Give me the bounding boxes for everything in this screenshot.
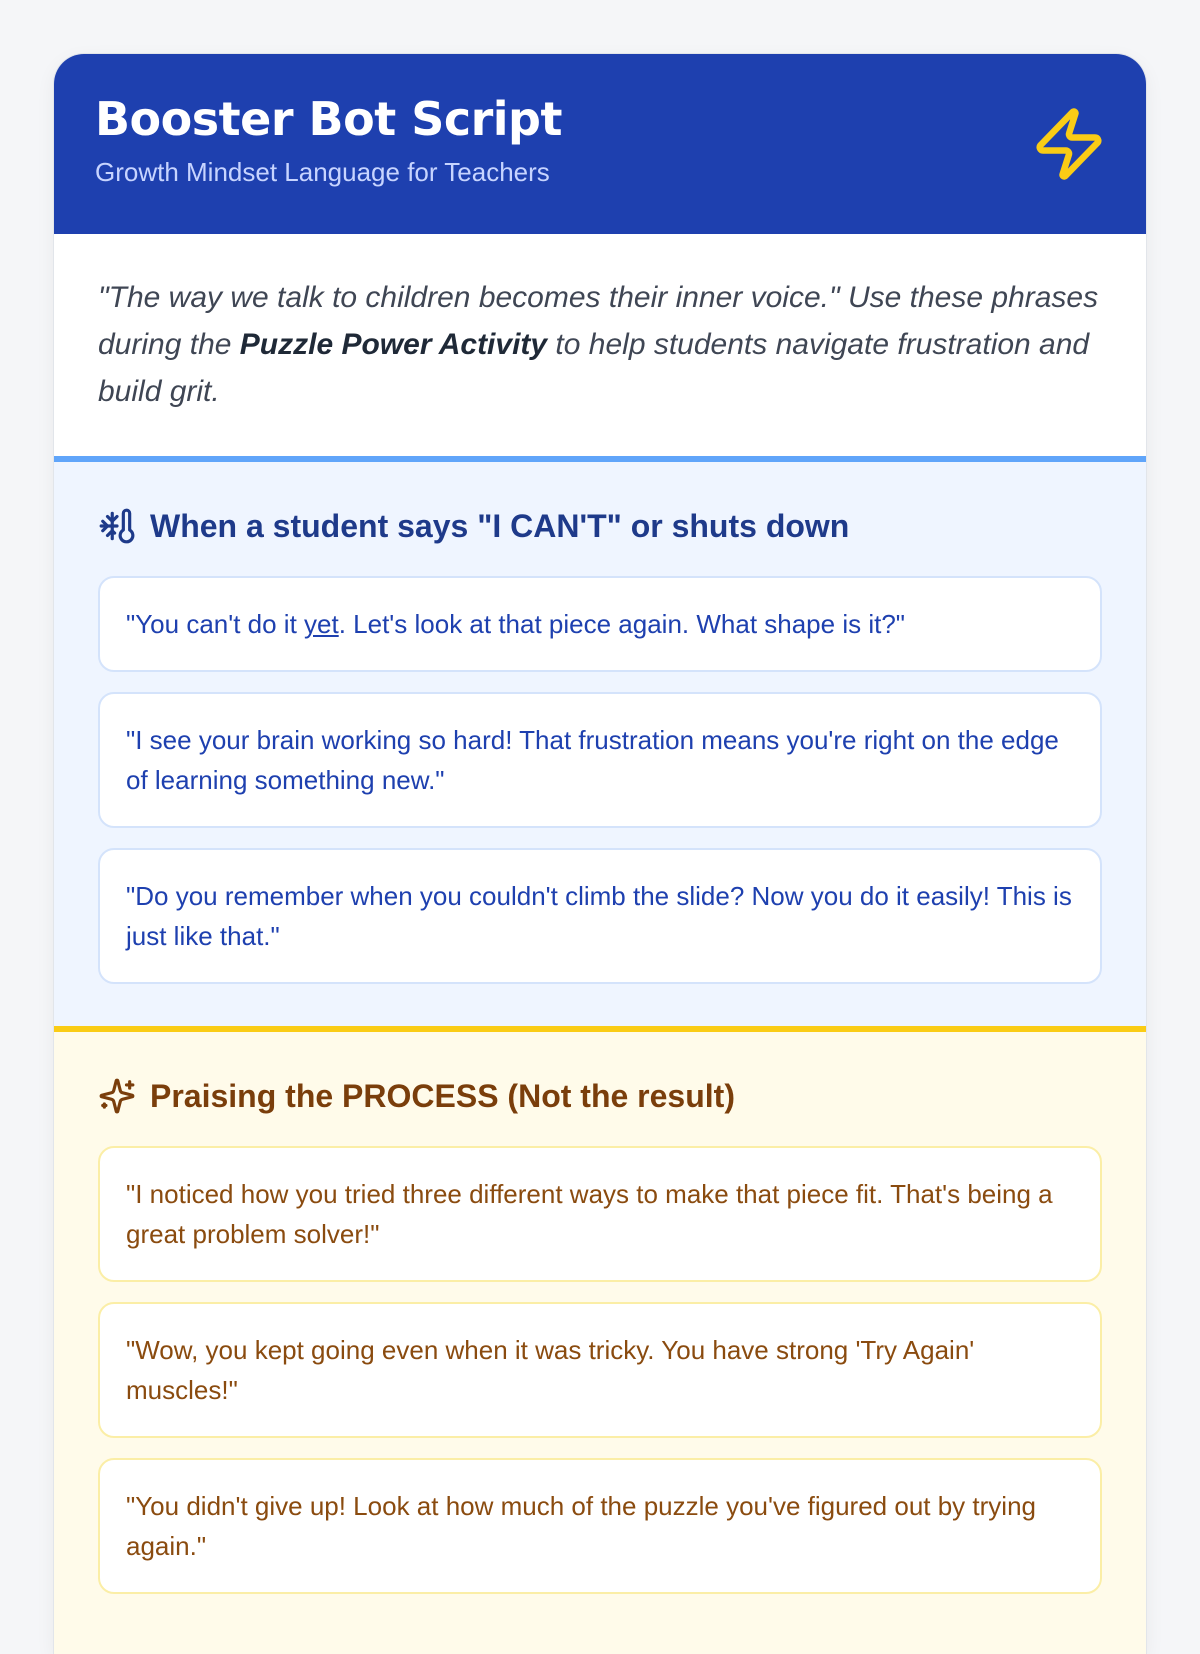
phrase-text: "I see your brain working so hard! That frustration means you're right on the edge of learning something new." bbox=[126, 725, 1059, 795]
lightning-bolt-icon bbox=[1030, 104, 1108, 184]
page-title: Booster Bot Script bbox=[95, 92, 562, 146]
section-header bbox=[98, 1078, 1102, 1114]
section-praise-process bbox=[54, 1026, 1146, 1654]
phrase-text bbox=[126, 604, 905, 644]
page-subtitle: Growth Mindset Language for Teachers bbox=[95, 157, 550, 187]
phrase-text-start: "You can't do it bbox=[126, 609, 305, 639]
phrase-text: "You didn't give up! Look at how much of the puzzle you've figured out by trying again." bbox=[126, 1491, 1036, 1561]
sparkles-icon bbox=[98, 1077, 136, 1115]
script-card bbox=[54, 54, 1146, 1654]
section-i-cant bbox=[54, 456, 1146, 1026]
phrase-text: "I noticed how you tried three different ways to make that piece fit. That's being a great problem solver!" bbox=[126, 1179, 1053, 1249]
section-title: When a student says "I CAN'T" or shuts down bbox=[150, 507, 850, 544]
thermometer-snowflake-icon bbox=[98, 507, 136, 545]
intro-paragraph bbox=[54, 234, 1146, 456]
phrase-card bbox=[98, 692, 1102, 828]
phrase-card bbox=[98, 1146, 1102, 1282]
section-header bbox=[98, 508, 1102, 544]
phrase-text-end: . Let's look at that piece again. What shape is it?" bbox=[338, 609, 906, 639]
phrase-text: "Wow, you kept going even when it was tricky. You have strong 'Try Again' muscles!" bbox=[126, 1335, 975, 1405]
header bbox=[54, 54, 1146, 234]
phrase-card bbox=[98, 1302, 1102, 1438]
activity-name: Puzzle Power Activity bbox=[239, 328, 548, 361]
intro-text: Use these phrases during the bbox=[98, 281, 1099, 361]
phrase-card bbox=[98, 848, 1102, 984]
intro-text-end: to help students navigate frustration and build grit. bbox=[98, 328, 1090, 408]
emphasis-yet: yet bbox=[304, 609, 339, 639]
phrase-card bbox=[98, 576, 1102, 672]
intro-quote: "The way we talk to children becomes their inner voice." bbox=[98, 281, 840, 314]
phrase-text: "Do you remember when you couldn't climb the slide? Now you do it easily! This is just like that." bbox=[126, 881, 1072, 951]
phrase-card bbox=[98, 1458, 1102, 1594]
section-title: Praising the PROCESS (Not the result) bbox=[150, 1077, 735, 1114]
